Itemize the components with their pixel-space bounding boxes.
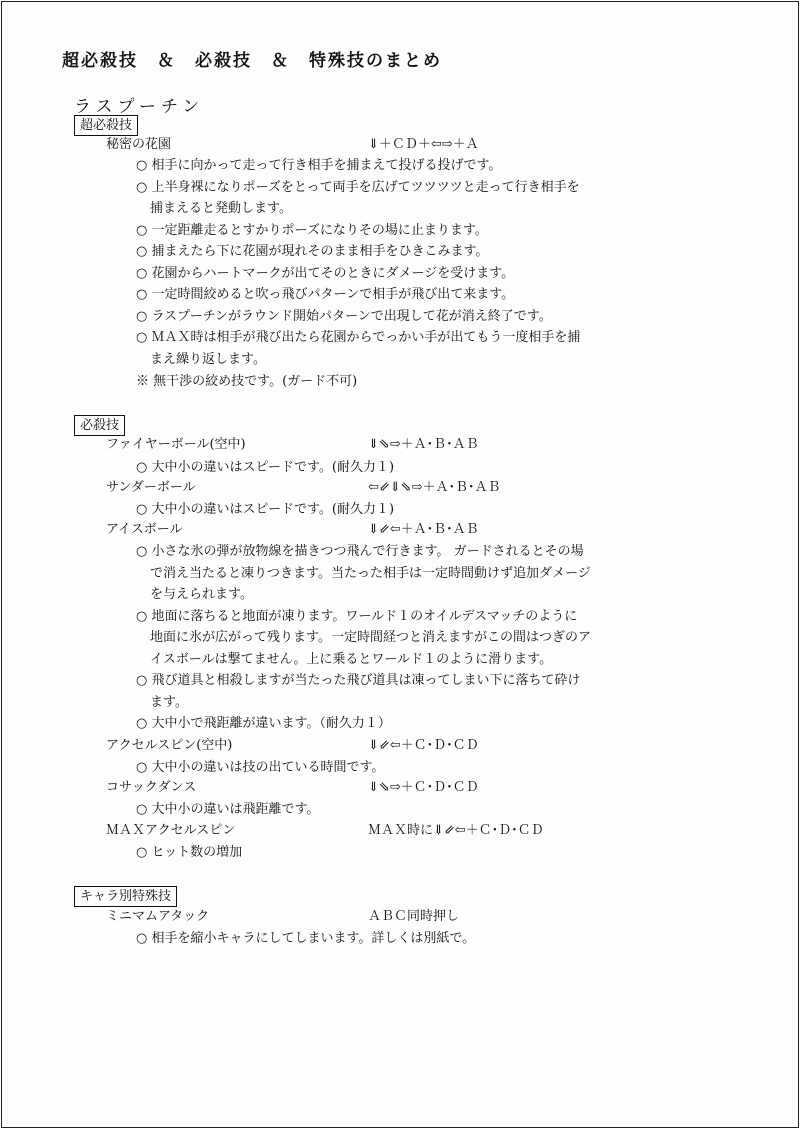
section-heading-special: 必殺技	[74, 415, 125, 436]
move-name: サンダーボール	[106, 480, 196, 495]
move-command: ⇦⇙⇓⇘⇨＋Ａ･Ｂ･ＡＢ	[368, 480, 501, 495]
note-line: ○ 大中小で飛距離が違います。（耐久力１）	[136, 716, 391, 731]
note-line: ます。	[150, 694, 188, 710]
move-name: ファイヤーボール(空中)	[106, 437, 246, 452]
move-notes	[136, 799, 656, 821]
move-command: ⇓⇘⇨＋Ｃ･Ｄ･ＣＤ	[368, 780, 479, 795]
note-line: で消え当たると凍りつきます。当たった相手は一定時間動けず追加ダメージ	[150, 565, 591, 581]
move-name: コサックダンス	[106, 780, 197, 795]
character-name: ラスプーチン	[74, 97, 205, 117]
move-command: ⇓⇙⇦＋Ａ･Ｂ･ＡＢ	[368, 522, 479, 537]
move-notes	[136, 499, 656, 521]
note-line: まえ繰り返します。	[150, 351, 266, 367]
note-line: ○ 花園からハートマークが出てそのときにダメージを受けます。	[136, 265, 515, 281]
move-notes	[136, 457, 656, 479]
note-line: ○ ラスプーチンがラウンド開始パターンで出現して花が消え終了です。	[136, 308, 552, 324]
note-line: ○ 捕まえたら下に花園が現れそのまま相手をひきこみます。	[136, 244, 489, 259]
move-name: アイスボール	[106, 522, 183, 537]
note-line: ○ 上半身裸になりポーズをとって両手を広げてツツツツと走って行き相手を	[136, 179, 580, 195]
note-line: ○ ヒット数の増加	[136, 845, 243, 860]
note-line: ○ 地面に落ちると地面が凍ります。ワールド１のオイルデスマッチのように	[136, 608, 578, 624]
document-page	[1, 1, 799, 1128]
move-command: ＡＢＣ同時押し	[368, 909, 460, 924]
section-heading-super: 超必殺技	[74, 115, 138, 136]
note-line: ○ 大中小の違いはスピードです。(耐久力１)	[136, 502, 395, 517]
document-title: 超必殺技 ＆ 必殺技 ＆ 特殊技のまとめ	[62, 51, 442, 71]
move-notes	[136, 842, 656, 864]
note-line: ○ 大中小の違いは飛距離です。	[136, 802, 320, 817]
move-command: ⇓⇘⇨＋Ａ･Ｂ･ＡＢ	[368, 437, 479, 452]
note-line: ○ 大中小の違いはスピードです。(耐久力１)	[136, 460, 395, 475]
move-name: アクセルスピン(空中)	[106, 738, 233, 753]
move-notes	[136, 155, 656, 370]
note-line: ○ 小さな氷の弾が放物線を描きつつ飛んで行きます。 ガードされるとその場	[136, 544, 584, 559]
note-line: ○ 大中小の違いは技の出ている時間です。	[136, 760, 385, 775]
note-line: イスボールは撃てません。上に乗るとワールド１のように滑ります。	[150, 651, 553, 667]
note-line: ○ 相手に向かって走って行き相手を捕まえて投げる投げです。	[136, 158, 502, 173]
move-command: ⇓＋ＣＤ＋⇦⇨＋Ａ	[368, 137, 479, 152]
footnote: ※ 無干渉の絞め技です。(ガード不可)	[136, 374, 358, 389]
move-command: ＭＡＸ時に⇓⇙⇦＋Ｃ･Ｄ･ＣＤ	[368, 823, 544, 838]
note-line: を与えられます。	[150, 587, 253, 602]
move-name: ミニマムアタック	[106, 909, 210, 924]
move-name: ＭＡＸアクセルスピン	[106, 823, 236, 838]
note-line: ○ 一定時間絞めると吹っ飛びパターンで相手が飛び出て来ます。	[136, 287, 515, 302]
move-command: ⇓⇙⇦＋Ｃ･Ｄ･ＣＤ	[368, 738, 479, 753]
section-heading-unique: キャラ別特殊技	[74, 886, 177, 907]
note-line: 地面に氷が広がって残ります。一定時間経つと消えますがこの間はつぎのア	[150, 630, 591, 645]
note-line: ○ 相手を縮小キャラにしてしまいます。詳しくは別紙で。	[136, 931, 476, 946]
note-line: 捕まえると発動します。	[150, 201, 292, 216]
note-line: ○ 一定距離走るとすかりポーズになりその場に止まります。	[136, 222, 488, 238]
move-notes	[136, 928, 656, 950]
note-line: ○ 飛び道具と相殺しますが当たった飛び道具は凍ってしまい下に落ちて砕け	[136, 673, 581, 688]
note-line: ○ ＭＡＸ時は相手が飛び出たら花園からでっかい手が出てもう一度相手を捕	[136, 330, 581, 345]
move-name: 秘密の花園	[106, 137, 172, 152]
move-notes	[136, 757, 656, 779]
move-notes	[136, 541, 656, 735]
